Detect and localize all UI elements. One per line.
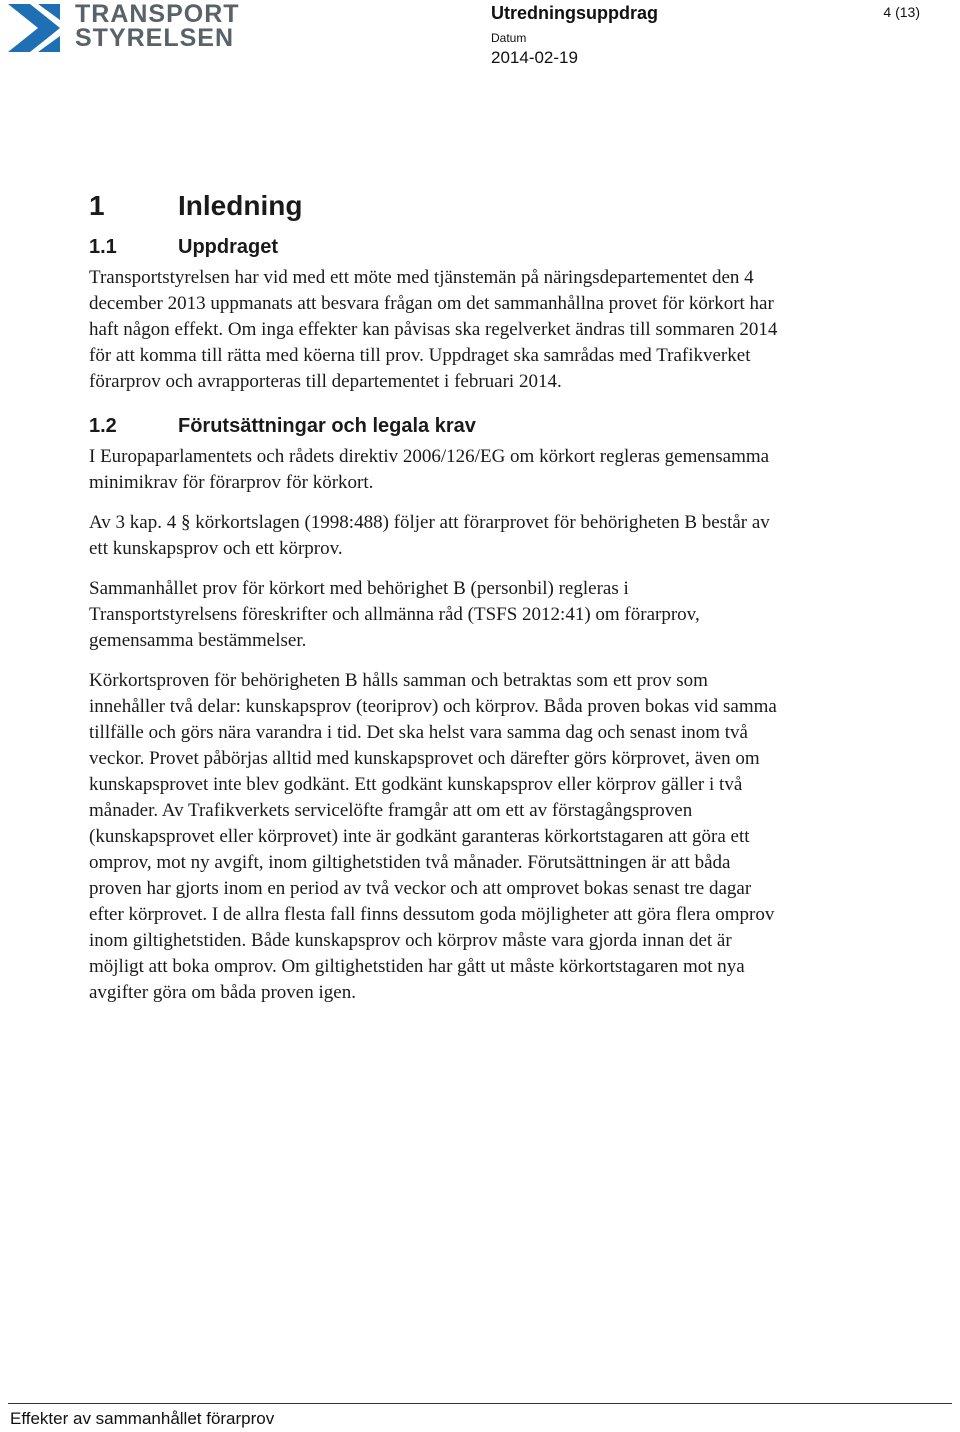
heading-1-2-title: Förutsättningar och legala krav bbox=[178, 415, 476, 437]
heading-1-1 bbox=[89, 236, 779, 259]
paragraph-tsfs: Sammanhållet prov för körkort med behörighet B (personbil) regleras i Transportstyrelsens föreskrifter och allmänna råd (TSFS 2012:41) om förarprov, gemensamma bestämmelser. bbox=[89, 578, 700, 651]
paragraph-korkortsproven: Körkortsproven för behörigheten B hålls samman och betraktas som ett prov som innehåller två delar: kunskapsprov (teoriprov) och körprov. Båda proven bokas vid samma tillfälle och görs nära varandra i tid. Det ska helst vara samma dag och senast inom två veckor. Provet påbörjas alltid med kunskapsprovet och därefter görs körprovet, även om kunskapsprovet inte blev godkänt. Ett godkänt kunskapsprov eller körprov gäller i två månader. Av Trafikverkets servicelöfte framgår att om ett av förstagångsproven (kunskapsprovet eller körprovet) inte är godkänt garanteras körkortstagaren att göra ett omprov, mot ny avgift, inom giltighetstiden två månader. Förutsättningen är att båda proven har gjorts inom en period av två veckor och att omprovet bokas senast tre dagar efter körprovet. I de allra flesta fall finns dessutom goda möjligheter att göra flera omprov inom giltighetstiden. Både kunskapsprov och körprov måste vara gjorda innan det är möjligt att boka omprov. Om giltighetstiden har gått ut måste körkortstagaren mot nya avgifter göra om båda proven igen. bbox=[89, 670, 777, 1003]
logo-text bbox=[75, 2, 240, 50]
logo-mark-icon bbox=[8, 4, 60, 52]
paragraph-uppdraget: Transportstyrelsen har vid med ett möte med tjänstemän på näringsdepartementet den 4 december 2013 uppmanats att besvara frågan om det sammanhållna provet för körkort har haft någon effekt. Om inga effekter kan påvisas ska regelverket ändras till sommaren 2014 för att komma till rätta med köerna till prov. Uppdraget ska samrådas med Trafikverket förarprov och avrapporteras till departementet i februari 2014. bbox=[89, 267, 778, 392]
transportstyrelsen-logo bbox=[8, 0, 240, 54]
heading-1-2-number: 1.2 bbox=[89, 415, 117, 437]
logo-line-1: TRANSPORT bbox=[75, 0, 240, 28]
paragraph-direktiv: I Europaparlamentets och rådets direktiv 2006/126/EG om körkort regleras gemensamma minimikrav för förarprov för körkort. bbox=[89, 446, 770, 493]
heading-1-title: Inledning bbox=[178, 190, 303, 221]
document-type: Utredningsuppdrag bbox=[491, 3, 658, 23]
heading-1-1-number: 1.1 bbox=[89, 236, 117, 258]
document-body bbox=[89, 190, 779, 1020]
heading-1-2 bbox=[89, 415, 779, 438]
date-label: Datum bbox=[491, 31, 527, 45]
heading-1-number: 1 bbox=[89, 190, 105, 221]
logo-line-2: STYRELSEN bbox=[75, 24, 235, 52]
footer-divider bbox=[8, 1403, 952, 1404]
paragraph-korkortslagen: Av 3 kap. 4 § körkortslagen (1998:488) följer att förarprovet för behörigheten B består av ett kunskapsprov och ett körprov. bbox=[89, 512, 770, 559]
heading-1-1-title: Uppdraget bbox=[178, 236, 278, 258]
page-number: 4 (13) bbox=[883, 4, 920, 20]
footer-title: Effekter av sammanhållet förarprov bbox=[10, 1409, 275, 1428]
heading-1 bbox=[89, 190, 779, 222]
date-value: 2014-02-19 bbox=[491, 48, 578, 67]
